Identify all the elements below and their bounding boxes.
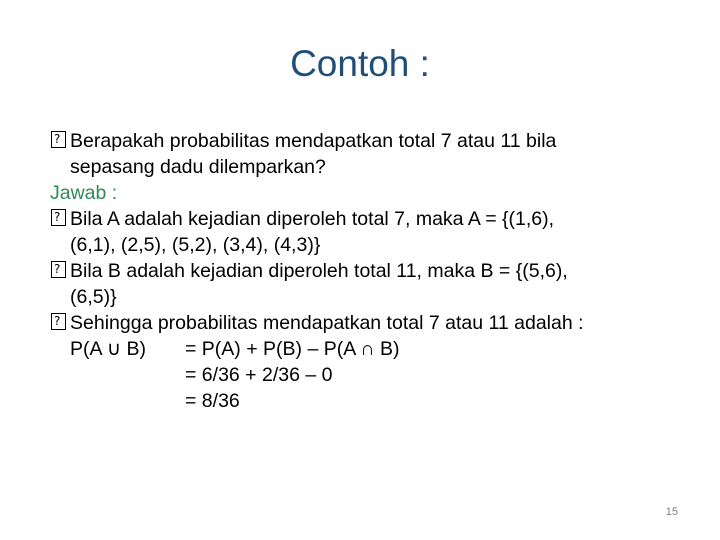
point-a-text-2: (6,1), (2,5), (5,2), (3,4), (4,3)} xyxy=(70,234,321,256)
point-a-line-1 xyxy=(50,206,700,232)
formula-step-1: = P(A) + P(B) – P(A ∩ B) xyxy=(185,338,400,360)
formula-step-2: = 6/36 + 2/36 – 0 xyxy=(185,364,333,386)
formula-line-3 xyxy=(50,388,700,414)
missing-glyph-icon: ? xyxy=(50,208,70,228)
slide-title: Contoh : xyxy=(290,43,430,84)
conclusion-line xyxy=(50,310,700,336)
formula-line-1 xyxy=(50,336,700,362)
point-b-text-1: Bila B adalah kejadian diperoleh total 11, maka B = {(5,6), xyxy=(70,260,568,282)
page-number: 15 xyxy=(665,506,678,518)
question-line-2 xyxy=(50,154,700,180)
slide-body xyxy=(50,128,700,414)
formula-line-2 xyxy=(50,362,700,388)
missing-glyph-icon: ? xyxy=(50,260,70,280)
formula-lhs: P(A ∪ B) xyxy=(70,338,147,360)
point-b-line-1 xyxy=(50,258,700,284)
answer-label: Jawab : xyxy=(50,182,118,204)
point-a-line-2 xyxy=(50,232,700,258)
question-text-2: sepasang dadu dilemparkan? xyxy=(70,156,326,178)
formula-step-3: = 8/36 xyxy=(185,390,240,412)
point-a-text-1: Bila A adalah kejadian diperoleh total 7, maka A = {(1,6), xyxy=(70,208,555,230)
question-text-1: Berapakah probabilitas mendapatkan total 7 atau 11 bila xyxy=(70,130,557,152)
missing-glyph-icon: ? xyxy=(50,312,70,332)
conclusion-text: Sehingga probabilitas mendapatkan total 7 atau 11 adalah : xyxy=(70,312,584,334)
point-b-text-2: (6,5)} xyxy=(70,286,117,308)
point-b-line-2 xyxy=(50,284,700,310)
missing-glyph-icon: ? xyxy=(50,130,70,150)
question-line-1 xyxy=(50,128,700,154)
